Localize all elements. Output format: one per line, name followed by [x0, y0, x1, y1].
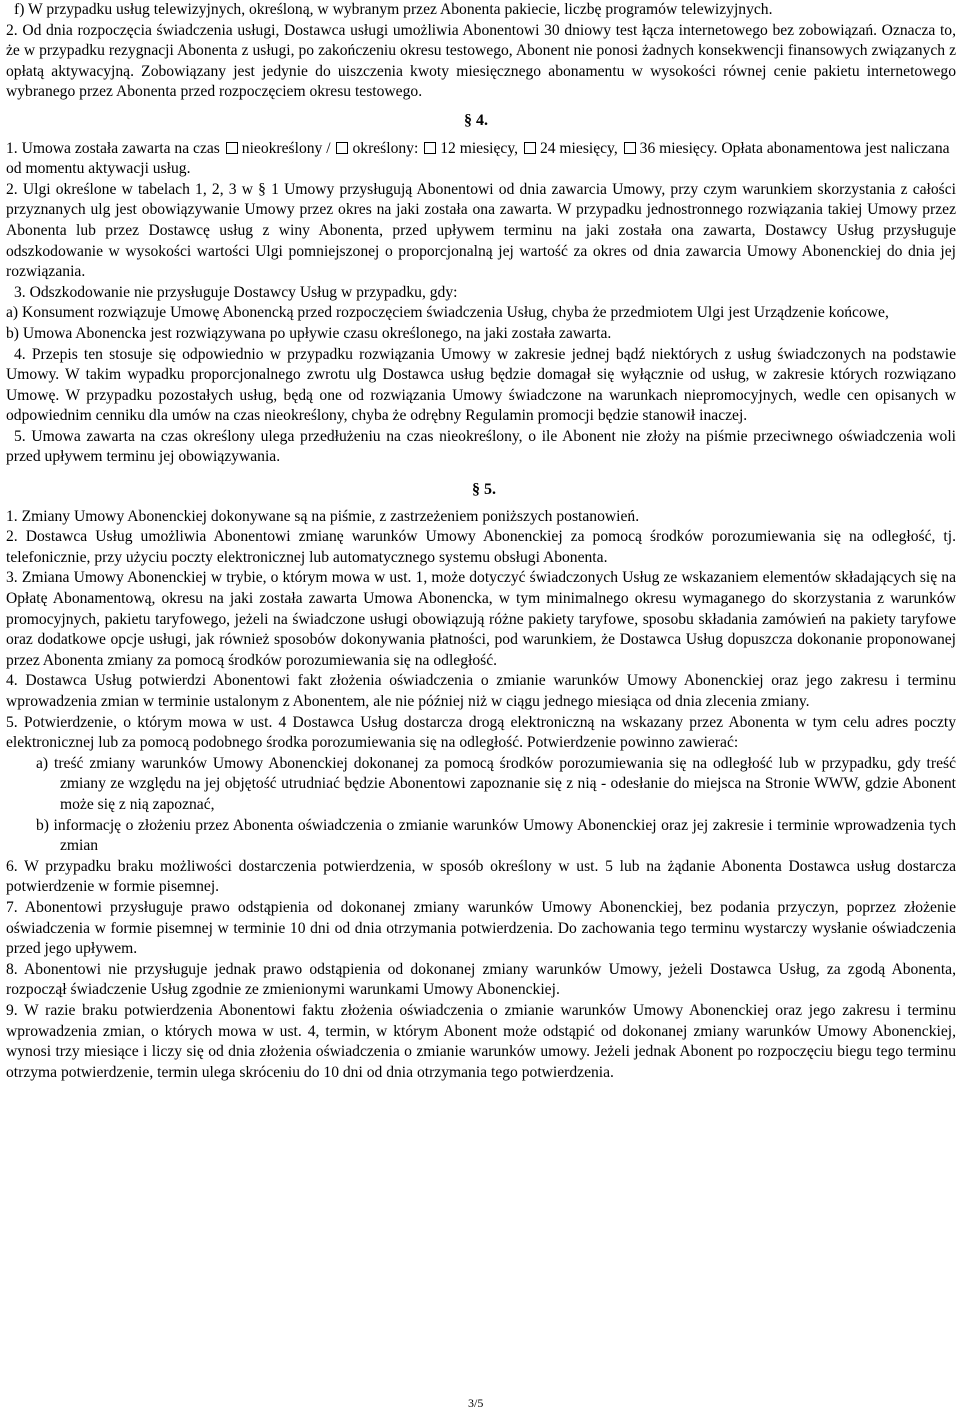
section-4-point-5: 5. Umowa zawarta na czas określony ulega przedłużeniu na czas nieokreślony, o ile Abonent nie złoży na piśmie przeciwnego oświadczenia woli przed upływem terminu jej obowiązywania. — [6, 427, 956, 466]
paragraph-f: f) W przypadku usług telewizyjnych, określoną, w wybranym przez Abonenta pakiecie, liczbę programów telewizyjnych. — [14, 1, 773, 18]
section-5-point-9: 9. W razie braku potwierdzenia Abonentowi faktu złożenia oświadczenia o zmianie warunków Umowy Abonenckiej oraz jego zakresu i terminu wprowadzenia zmian, o których mowa w ust. 4, termin, w którym Abonent może odstąpić od dokonanej zmiany warunków Umowy Abonenckiej, wynosi trzy miesiące i liczy się od dnia złożenia oświadczenia o zmianie warunków umowy. Jeżeli jednak Abonent po rozpoczęciu biegu tego terminu otrzyma potwierdzenie, termin ulega skróceniu do 10 dni od dnia otrzymania tego potwierdzenia. — [6, 1001, 956, 1081]
section-4-point-4: 4. Przepis ten stosuje się odpowiednio w przypadku rozwiązania Umowy w zakresie jednej bądź niektórych z usług świadczonych na podstawie Umowy. W takim wypadku proporcjonalnego zwrotu ulg Dostawca usług będzie domagał się wyłącznie od usług, w zakresie których rozwiązano Umowę. W przypadku pozostałych usług, będą one od rozwiązania Umowy świadczone na warunkach niepromocyjnych, wedle cen opisanych w odpowiednim cenniku dla umów na czas nieokreślony, chyba że odrębny Regulamin promocji będzie stanowił inaczej. — [6, 345, 956, 425]
section-4-point-3a: a) Konsument rozwiązuje Umowę Abonencką przed rozpoczęciem świadczenia Usług, chyba że przedmiotem Ulgi jest Urządzenie końcowe, — [6, 304, 889, 322]
paragraph-test-period: 2. Od dnia rozpoczęcia świadczenia usługi, Dostawca usługi umożliwia Abonentowi 30 dniowy test łącza internetowego bez zobowiązań. Oznacza to, że w przypadku rezygnacji Abonenta z usługi, po zakończeniu okresu testowego, Abonent nie ponosi żadnych konsekwencji finansowych związanych z opłatą aktywacyjną. Zobowiązany jest jedynie do uiszczenia kwoty miesięcznego abonamentu w wysokości równej cenie pakietu internetowego wybranego przez Abonenta przed rozpoczęciem okresu testowego. — [6, 21, 956, 101]
section-5-point-5b: b) informację o złożeniu przez Abonenta oświadczenia o zmianie warunków Umowy Abonenckiej oraz jej zakresie i terminie wprowadzenia tych zmian — [36, 816, 956, 855]
checkbox-12-months[interactable] — [424, 142, 436, 154]
option-12-months: 12 miesięcy, — [440, 139, 519, 157]
section-5-point-5a: a) treść zmiany warunków Umowy Abonenckiej dokonanej za pomocą środków porozumiewania się na odległość lub w przypadku, gdy treść zmiany ze względu na jej objętość utrudniać będzie Abonentowi zapoznanie się z nią - odesłanie do miejsca na Stronie WWW, gdzie Abonent może się z nią zapoznać, — [36, 754, 956, 813]
section-4-point-3b: b) Umowa Abonencka jest rozwiązywana po upływie czasu określonego, na jaki została zawarta. — [6, 324, 612, 342]
page-number: 3/5 — [468, 1396, 484, 1410]
section-5-point-4: 4. Dostawca Usług potwierdzi Abonentowi fakt złożenia oświadczenia o zmianie warunków Umowy Abonenckiej oraz jego zakresu i terminu wprowadzenia zmian w terminie ustalonym z Abonentem, ale nie później niż w ciągu jednego miesiąca od dnia zlecenia zmiany. — [6, 672, 956, 710]
document-page — [6, 0, 956, 1413]
section-5-heading: § 5. — [472, 481, 496, 499]
section-5-point-3: 3. Zmiana Umowy Abonenckiej w trybie, o którym mowa w ust. 1, może dotyczyć świadczonych Usług ze wskazaniem elementów składających się na Opłatę Abonamentową, okresu na jaki została zawarta Umowa Abonencka, w tym minimalnego okresu wymaganego do skorzystania z warunków promocyjnych, pakietu taryfowego, jeżeli na świadczone usługi obowiązują różne pakiety taryfowe, sposobu składania zamówień na pakiety taryfowe oraz dodatkowe opcje usługi, jak również sposobów dokonywania płatności, pod warunkiem, że Dostawca Usług dopuszcza dokonanie proponowanej przez Abonenta zmiany za pomocą środków porozumiewania się na odległość. — [6, 569, 956, 669]
section-5-point-8: 8. Abonentowi nie przysługuje jednak prawo odstąpienia od dokonanej zmiany warunków Umowy, jeżeli Dostawca Usług, za zgodą Abonenta, rozpoczął świadczenie Usług zgodnie ze zmienionymi warunkami Umowy Abonenckiej. — [6, 960, 956, 999]
section-5-point-1: 1. Zmiany Umowy Abonenckiej dokonywane są na piśmie, z zastrzeżeniem poniższych postanowień. — [6, 507, 640, 525]
term-prefix: 1. Umowa została zawarta na czas — [6, 139, 220, 157]
option-indefinite: nieokreślony / — [241, 139, 331, 157]
option-definite: określony: — [352, 139, 419, 157]
section-5-point-2: 2. Dostawca Usług umożliwia Abonentowi zmianę warunków Umowy Abonenckiej za pomocą środków porozumiewania się na odległość, tj. telefonicznie, przy użyciu poczty elektronicznej lub automatycznego systemu obsługi Abonenta. — [6, 528, 956, 566]
option-36-months: 36 miesięcy. — [639, 139, 718, 157]
checkbox-indefinite[interactable] — [226, 142, 238, 154]
section-5-point-7: 7. Abonentowi przysługuje prawo odstąpienia od dokonanej zmiany warunków Umowy Abonenckiej, bez podania przyczyn, poprzez złożenie oświadczenia w formie pisemnej w terminie 10 dni od dnia otrzymania potwierdzenia. Do zachowania tego terminu wystarczy wysłanie oświadczenia przed jego upływem. — [6, 898, 956, 958]
term-suffix: Opłata abonamentowa jest naliczana od momentu aktywacji usług. — [6, 139, 950, 178]
checkbox-36-months[interactable] — [624, 142, 636, 154]
option-24-months: 24 miesięcy, — [539, 139, 618, 157]
section-4-point-3: 3. Odszkodowanie nie przysługuje Dostawcy Usług w przypadku, gdy: — [14, 283, 458, 301]
section-4-point-1 — [6, 139, 956, 180]
checkbox-24-months[interactable] — [524, 142, 536, 154]
checkbox-definite[interactable] — [336, 142, 348, 154]
section-5-point-6: 6. W przypadku braku możliwości dostarczenia potwierdzenia, w sposób określony w ust. 5 lub na żądanie Abonenta Dostawca usług dostarcza potwierdzenie w formie pisemnej. — [6, 857, 956, 896]
section-4-heading: § 4. — [464, 111, 488, 129]
section-5-point-5: 5. Potwierdzenie, o którym mowa w ust. 4 Dostawca Usług dostarcza drogą elektroniczną na wskazany przez Abonenta w tym celu adres poczty elektronicznej lub za pomocą podobnego środka porozumiewania się na odległość. Potwierdzenie powinno zawierać: — [6, 713, 956, 752]
section-4-point-2: 2. Ulgi określone w tabelach 1, 2, 3 w § 1 Umowy przysługują Abonentowi od dnia zawarcia Umowy, przy czym warunkiem skorzystania z całości przyznanych ulg jest obowiązywanie Umowy przez okres na jaki została ona zawarta. W przypadku jednostronnego rozwiązania takiej Umowy przez Abonenta lub przez Dostawcę usług z winy Abonenta, przed upływem terminu na jaki została ona zawarta, Dostawcy Usług przysługuje odszkodowanie w wysokości wartości Ulgi pomniejszonej o proporcjonalną jej wartość za okres od dnia zawarcia Umowy Abonenckiej do dnia jej rozwiązania. — [6, 180, 956, 281]
